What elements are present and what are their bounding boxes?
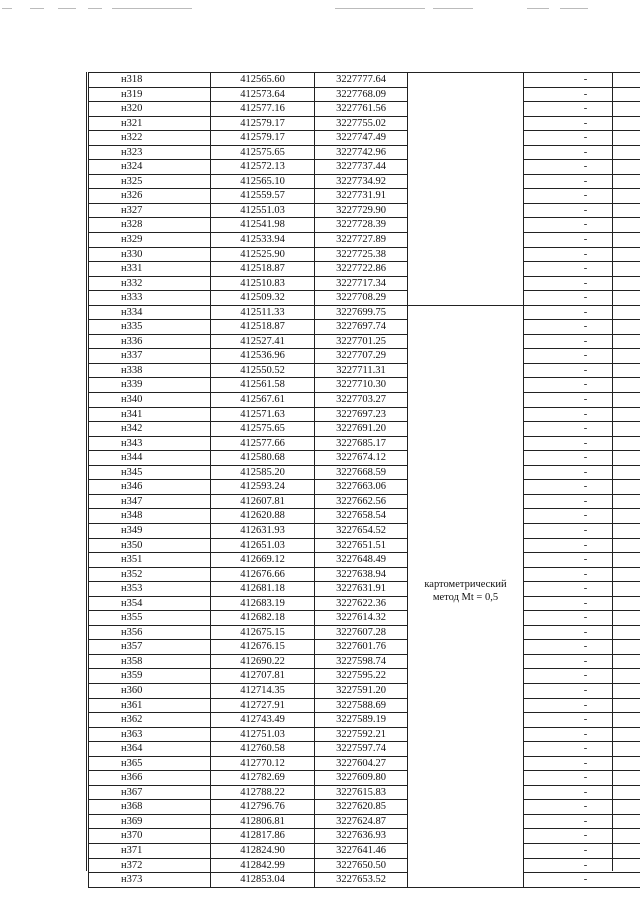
description-cell: - <box>524 131 640 146</box>
y-coordinate-cell: 3227731.91 <box>315 189 408 204</box>
description-cell: - <box>524 742 640 757</box>
x-coordinate-cell: 412853.04 <box>211 873 315 888</box>
x-coordinate-cell: 412551.03 <box>211 203 315 218</box>
description-cell: - <box>524 683 640 698</box>
description-cell: - <box>524 625 640 640</box>
y-coordinate-cell: 3227595.22 <box>315 669 408 684</box>
point-name-cell: н370 <box>89 829 211 844</box>
point-name-cell: н369 <box>89 814 211 829</box>
y-coordinate-cell: 3227691.20 <box>315 422 408 437</box>
point-name-cell: н350 <box>89 538 211 553</box>
point-name-cell: н351 <box>89 553 211 568</box>
description-cell: - <box>524 233 640 248</box>
x-coordinate-cell: 412527.41 <box>211 334 315 349</box>
y-coordinate-cell: 3227768.09 <box>315 87 408 102</box>
y-coordinate-cell: 3227589.19 <box>315 713 408 728</box>
point-name-cell: н344 <box>89 451 211 466</box>
y-coordinate-cell: 3227728.39 <box>315 218 408 233</box>
y-coordinate-cell: 3227598.74 <box>315 654 408 669</box>
coordinates-table <box>88 72 640 888</box>
y-coordinate-cell: 3227729.90 <box>315 203 408 218</box>
method-line-2: метод Mt = 0,5 <box>432 592 499 604</box>
y-coordinate-cell: 3227653.52 <box>315 873 408 888</box>
x-coordinate-cell: 412607.81 <box>211 494 315 509</box>
point-name-cell: н357 <box>89 640 211 655</box>
point-name-cell: н358 <box>89 654 211 669</box>
table-row <box>89 538 640 553</box>
description-cell: - <box>524 771 640 786</box>
point-name-cell: н337 <box>89 349 211 364</box>
table-row <box>89 698 640 713</box>
y-coordinate-cell: 3227737.44 <box>315 160 408 175</box>
table-row <box>89 334 640 349</box>
method-cell-empty <box>408 73 524 306</box>
y-coordinate-cell: 3227604.27 <box>315 756 408 771</box>
point-name-cell: н325 <box>89 174 211 189</box>
table-row <box>89 262 640 277</box>
description-cell: - <box>524 829 640 844</box>
x-coordinate-cell: 412580.68 <box>211 451 315 466</box>
description-cell: - <box>524 276 640 291</box>
table-row <box>89 305 640 320</box>
description-cell: - <box>524 102 640 117</box>
description-cell: - <box>524 480 640 495</box>
description-cell: - <box>524 291 640 306</box>
y-coordinate-cell: 3227588.69 <box>315 698 408 713</box>
x-coordinate-cell: 412676.15 <box>211 640 315 655</box>
description-cell: - <box>524 509 640 524</box>
y-coordinate-cell: 3227607.28 <box>315 625 408 640</box>
y-coordinate-cell: 3227717.34 <box>315 276 408 291</box>
description-cell: - <box>524 363 640 378</box>
description-cell: - <box>524 160 640 175</box>
point-name-cell: н347 <box>89 494 211 509</box>
x-coordinate-cell: 412669.12 <box>211 553 315 568</box>
point-name-cell: н323 <box>89 145 211 160</box>
x-coordinate-cell: 412575.65 <box>211 145 315 160</box>
y-coordinate-cell: 3227722.86 <box>315 262 408 277</box>
description-cell: - <box>524 334 640 349</box>
point-name-cell: н360 <box>89 683 211 698</box>
description-cell: - <box>524 713 640 728</box>
point-name-cell: н353 <box>89 582 211 597</box>
x-coordinate-cell: 412707.81 <box>211 669 315 684</box>
table-row <box>89 465 640 480</box>
x-coordinate-cell: 412567.61 <box>211 393 315 408</box>
point-name-cell: н364 <box>89 742 211 757</box>
method-cell <box>408 305 524 887</box>
x-coordinate-cell: 412676.66 <box>211 567 315 582</box>
x-coordinate-cell: 412842.99 <box>211 858 315 873</box>
x-coordinate-cell: 412575.65 <box>211 422 315 437</box>
table-row <box>89 363 640 378</box>
point-name-cell: н361 <box>89 698 211 713</box>
description-cell: - <box>524 858 640 873</box>
x-coordinate-cell: 412509.32 <box>211 291 315 306</box>
y-coordinate-cell: 3227699.75 <box>315 305 408 320</box>
description-cell: - <box>524 349 640 364</box>
y-coordinate-cell: 3227707.29 <box>315 349 408 364</box>
x-coordinate-cell: 412751.03 <box>211 727 315 742</box>
table-row <box>89 509 640 524</box>
x-coordinate-cell: 412572.13 <box>211 160 315 175</box>
point-name-cell: н368 <box>89 800 211 815</box>
description-cell: - <box>524 814 640 829</box>
point-name-cell: н373 <box>89 873 211 888</box>
description-cell: - <box>524 640 640 655</box>
description-cell: - <box>524 145 640 160</box>
x-coordinate-cell: 412817.86 <box>211 829 315 844</box>
table-row <box>89 640 640 655</box>
point-name-cell: н326 <box>89 189 211 204</box>
x-coordinate-cell: 412518.87 <box>211 262 315 277</box>
description-cell: - <box>524 436 640 451</box>
point-name-cell: н352 <box>89 567 211 582</box>
x-coordinate-cell: 412620.88 <box>211 509 315 524</box>
point-name-cell: н342 <box>89 422 211 437</box>
table-row <box>89 451 640 466</box>
description-cell: - <box>524 174 640 189</box>
description-cell: - <box>524 843 640 858</box>
table-row <box>89 858 640 873</box>
x-coordinate-cell: 412577.16 <box>211 102 315 117</box>
table-row <box>89 174 640 189</box>
x-coordinate-cell: 412573.64 <box>211 87 315 102</box>
description-cell: - <box>524 320 640 335</box>
x-coordinate-cell: 412760.58 <box>211 742 315 757</box>
table-row <box>89 742 640 757</box>
y-coordinate-cell: 3227662.56 <box>315 494 408 509</box>
x-coordinate-cell: 412536.96 <box>211 349 315 364</box>
table-row <box>89 611 640 626</box>
table-row <box>89 320 640 335</box>
x-coordinate-cell: 412683.19 <box>211 596 315 611</box>
y-coordinate-cell: 3227648.49 <box>315 553 408 568</box>
table-row <box>89 233 640 248</box>
y-coordinate-cell: 3227685.17 <box>315 436 408 451</box>
method-line-1: картометрический <box>424 578 507 590</box>
y-coordinate-cell: 3227636.93 <box>315 829 408 844</box>
table-row <box>89 713 640 728</box>
description-cell: - <box>524 305 640 320</box>
y-coordinate-cell: 3227663.06 <box>315 480 408 495</box>
y-coordinate-cell: 3227761.56 <box>315 102 408 117</box>
y-coordinate-cell: 3227597.74 <box>315 742 408 757</box>
x-coordinate-cell: 412631.93 <box>211 523 315 538</box>
description-cell: - <box>524 494 640 509</box>
point-name-cell: н345 <box>89 465 211 480</box>
description-cell: - <box>524 698 640 713</box>
table-row <box>89 785 640 800</box>
y-coordinate-cell: 3227734.92 <box>315 174 408 189</box>
point-name-cell: н371 <box>89 843 211 858</box>
y-coordinate-cell: 3227615.83 <box>315 785 408 800</box>
description-cell: - <box>524 218 640 233</box>
y-coordinate-cell: 3227620.85 <box>315 800 408 815</box>
y-coordinate-cell: 3227631.91 <box>315 582 408 597</box>
x-coordinate-cell: 412561.58 <box>211 378 315 393</box>
table-row <box>89 727 640 742</box>
point-name-cell: н332 <box>89 276 211 291</box>
x-coordinate-cell: 412782.69 <box>211 771 315 786</box>
y-coordinate-cell: 3227755.02 <box>315 116 408 131</box>
y-coordinate-cell: 3227592.21 <box>315 727 408 742</box>
x-coordinate-cell: 412525.90 <box>211 247 315 262</box>
description-cell: - <box>524 567 640 582</box>
y-coordinate-cell: 3227668.59 <box>315 465 408 480</box>
table-row <box>89 683 640 698</box>
table-row <box>89 116 640 131</box>
y-coordinate-cell: 3227697.74 <box>315 320 408 335</box>
y-coordinate-cell: 3227609.80 <box>315 771 408 786</box>
point-name-cell: н355 <box>89 611 211 626</box>
point-name-cell: н319 <box>89 87 211 102</box>
description-cell: - <box>524 393 640 408</box>
description-cell: - <box>524 247 640 262</box>
x-coordinate-cell: 412565.10 <box>211 174 315 189</box>
table-row <box>89 87 640 102</box>
y-coordinate-cell: 3227651.51 <box>315 538 408 553</box>
y-coordinate-cell: 3227747.49 <box>315 131 408 146</box>
x-coordinate-cell: 412533.94 <box>211 233 315 248</box>
description-cell: - <box>524 523 640 538</box>
table-row <box>89 553 640 568</box>
table-row <box>89 422 640 437</box>
x-coordinate-cell: 412651.03 <box>211 538 315 553</box>
description-cell: - <box>524 203 640 218</box>
x-coordinate-cell: 412690.22 <box>211 654 315 669</box>
table-row <box>89 160 640 175</box>
x-coordinate-cell: 412579.17 <box>211 116 315 131</box>
x-coordinate-cell: 412593.24 <box>211 480 315 495</box>
description-cell: - <box>524 378 640 393</box>
description-cell: - <box>524 800 640 815</box>
y-coordinate-cell: 3227697.23 <box>315 407 408 422</box>
point-name-cell: н362 <box>89 713 211 728</box>
point-name-cell: н336 <box>89 334 211 349</box>
point-name-cell: н365 <box>89 756 211 771</box>
point-name-cell: н341 <box>89 407 211 422</box>
x-coordinate-cell: 412824.90 <box>211 843 315 858</box>
y-coordinate-cell: 3227622.36 <box>315 596 408 611</box>
x-coordinate-cell: 412743.49 <box>211 713 315 728</box>
coordinates-table-body <box>89 73 640 888</box>
y-coordinate-cell: 3227591.20 <box>315 683 408 698</box>
table-row <box>89 625 640 640</box>
table-row <box>89 436 640 451</box>
scan-header-artifacts <box>0 8 640 12</box>
point-name-cell: н331 <box>89 262 211 277</box>
x-coordinate-cell: 412550.52 <box>211 363 315 378</box>
table-row <box>89 771 640 786</box>
description-cell: - <box>524 669 640 684</box>
y-coordinate-cell: 3227641.46 <box>315 843 408 858</box>
point-name-cell: н343 <box>89 436 211 451</box>
y-coordinate-cell: 3227725.38 <box>315 247 408 262</box>
description-cell: - <box>524 465 640 480</box>
table-row <box>89 349 640 364</box>
point-name-cell: н346 <box>89 480 211 495</box>
y-coordinate-cell: 3227654.52 <box>315 523 408 538</box>
point-name-cell: н320 <box>89 102 211 117</box>
table-row <box>89 829 640 844</box>
point-name-cell: н322 <box>89 131 211 146</box>
point-name-cell: н333 <box>89 291 211 306</box>
y-coordinate-cell: 3227711.31 <box>315 363 408 378</box>
table-row <box>89 800 640 815</box>
description-cell: - <box>524 654 640 669</box>
point-name-cell: н339 <box>89 378 211 393</box>
page-left-rule <box>86 72 87 871</box>
table-row <box>89 654 640 669</box>
description-cell: - <box>524 538 640 553</box>
y-coordinate-cell: 3227614.32 <box>315 611 408 626</box>
y-coordinate-cell: 3227701.25 <box>315 334 408 349</box>
description-cell: - <box>524 407 640 422</box>
table-row <box>89 189 640 204</box>
table-row <box>89 378 640 393</box>
y-coordinate-cell: 3227777.64 <box>315 73 408 88</box>
point-name-cell: н349 <box>89 523 211 538</box>
point-name-cell: н372 <box>89 858 211 873</box>
x-coordinate-cell: 412565.60 <box>211 73 315 88</box>
point-name-cell: н356 <box>89 625 211 640</box>
description-cell: - <box>524 451 640 466</box>
x-coordinate-cell: 412559.57 <box>211 189 315 204</box>
table-row <box>89 102 640 117</box>
description-cell: - <box>524 756 640 771</box>
point-name-cell: н359 <box>89 669 211 684</box>
x-coordinate-cell: 412770.12 <box>211 756 315 771</box>
table-row <box>89 203 640 218</box>
point-name-cell: н338 <box>89 363 211 378</box>
table-row <box>89 291 640 306</box>
description-cell: - <box>524 611 640 626</box>
table-row <box>89 523 640 538</box>
point-name-cell: н334 <box>89 305 211 320</box>
point-name-cell: н321 <box>89 116 211 131</box>
description-cell: - <box>524 262 640 277</box>
description-cell: - <box>524 727 640 742</box>
table-row <box>89 582 640 597</box>
y-coordinate-cell: 3227703.27 <box>315 393 408 408</box>
x-coordinate-cell: 412682.18 <box>211 611 315 626</box>
point-name-cell: н340 <box>89 393 211 408</box>
table-row <box>89 73 640 88</box>
table-row <box>89 407 640 422</box>
point-name-cell: н328 <box>89 218 211 233</box>
table-row <box>89 567 640 582</box>
x-coordinate-cell: 412806.81 <box>211 814 315 829</box>
description-cell: - <box>524 73 640 88</box>
table-row <box>89 669 640 684</box>
x-coordinate-cell: 412796.76 <box>211 800 315 815</box>
description-cell: - <box>524 582 640 597</box>
table-row <box>89 393 640 408</box>
table-row <box>89 596 640 611</box>
description-cell: - <box>524 87 640 102</box>
table-row <box>89 480 640 495</box>
table-row <box>89 873 640 888</box>
x-coordinate-cell: 412579.17 <box>211 131 315 146</box>
x-coordinate-cell: 412714.35 <box>211 683 315 698</box>
description-cell: - <box>524 116 640 131</box>
point-name-cell: н354 <box>89 596 211 611</box>
point-name-cell: н329 <box>89 233 211 248</box>
table-row <box>89 814 640 829</box>
y-coordinate-cell: 3227710.30 <box>315 378 408 393</box>
point-name-cell: н348 <box>89 509 211 524</box>
table-row <box>89 494 640 509</box>
y-coordinate-cell: 3227650.50 <box>315 858 408 873</box>
y-coordinate-cell: 3227624.87 <box>315 814 408 829</box>
table-row <box>89 843 640 858</box>
y-coordinate-cell: 3227674.12 <box>315 451 408 466</box>
point-name-cell: н324 <box>89 160 211 175</box>
y-coordinate-cell: 3227727.89 <box>315 233 408 248</box>
point-name-cell: н327 <box>89 203 211 218</box>
point-name-cell: н366 <box>89 771 211 786</box>
y-coordinate-cell: 3227658.54 <box>315 509 408 524</box>
point-name-cell: н367 <box>89 785 211 800</box>
table-row <box>89 276 640 291</box>
point-name-cell: н318 <box>89 73 211 88</box>
x-coordinate-cell: 412681.18 <box>211 582 315 597</box>
x-coordinate-cell: 412511.33 <box>211 305 315 320</box>
description-cell: - <box>524 553 640 568</box>
point-name-cell: н363 <box>89 727 211 742</box>
table-row <box>89 145 640 160</box>
y-coordinate-cell: 3227601.76 <box>315 640 408 655</box>
x-coordinate-cell: 412571.63 <box>211 407 315 422</box>
y-coordinate-cell: 3227638.94 <box>315 567 408 582</box>
description-cell: - <box>524 189 640 204</box>
x-coordinate-cell: 412577.66 <box>211 436 315 451</box>
y-coordinate-cell: 3227742.96 <box>315 145 408 160</box>
table-row <box>89 247 640 262</box>
x-coordinate-cell: 412518.87 <box>211 320 315 335</box>
x-coordinate-cell: 412585.20 <box>211 465 315 480</box>
table-row <box>89 756 640 771</box>
point-name-cell: н330 <box>89 247 211 262</box>
table-row <box>89 218 640 233</box>
description-cell: - <box>524 873 640 888</box>
x-coordinate-cell: 412541.98 <box>211 218 315 233</box>
x-coordinate-cell: 412510.83 <box>211 276 315 291</box>
y-coordinate-cell: 3227708.29 <box>315 291 408 306</box>
description-cell: - <box>524 596 640 611</box>
x-coordinate-cell: 412727.91 <box>211 698 315 713</box>
table-row <box>89 131 640 146</box>
x-coordinate-cell: 412675.15 <box>211 625 315 640</box>
point-name-cell: н335 <box>89 320 211 335</box>
x-coordinate-cell: 412788.22 <box>211 785 315 800</box>
description-cell: - <box>524 785 640 800</box>
description-cell: - <box>524 422 640 437</box>
